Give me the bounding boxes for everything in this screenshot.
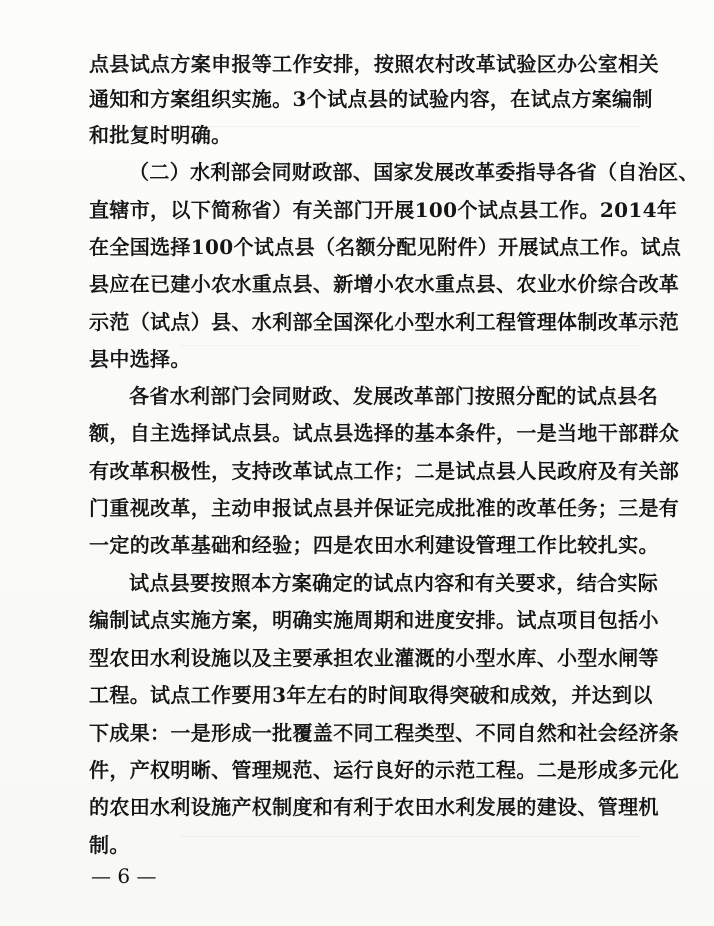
body-text-line: 下成果：一是形成一批覆盖不同工程类型、不同自然和社会经济条 bbox=[89, 721, 680, 745]
body-text-line: 制。 bbox=[89, 833, 130, 857]
body-text-line: 有改革积极性，支持改革试点工作；二是试点县人民政府及有关部 bbox=[89, 459, 680, 483]
body-text-line: 额，自主选择试点县。试点县选择的基本条件，一是当地干部群众 bbox=[89, 421, 680, 445]
page-number: — 6 — bbox=[91, 864, 157, 888]
body-text-line: 和批复时明确。 bbox=[89, 123, 232, 147]
body-text-line: 件，产权明晰、管理规范、运行良好的示范工程。二是形成多元化 bbox=[89, 758, 680, 782]
body-text-line: 县应在已建小农水重点县、新增小农水重点县、农业水价综合改革 bbox=[89, 272, 680, 296]
body-text-line: 的农田水利设施产权制度和有利于农田水利发展的建设、管理机 bbox=[89, 795, 659, 819]
body-text-line: 编制试点实施方案，明确实施周期和进度安排。试点项目包括小 bbox=[89, 608, 659, 632]
body-text-line: 各省水利部门会同财政、发展改革部门按照分配的试点县名 bbox=[129, 384, 659, 408]
body-text-line: 在全国选择100个试点县（名额分配见附件）开展试点工作。试点 bbox=[89, 235, 682, 259]
body-text-line: 试点县要按照本方案确定的试点内容和有关要求，结合实际 bbox=[129, 571, 659, 595]
body-text-line: 工程。试点工作要用3年左右的时间取得突破和成效，并达到以 bbox=[89, 683, 653, 707]
section-heading-line: （二）水利部会同财政部、国家发展改革委指导各省（自治区、 bbox=[129, 160, 699, 184]
body-text-line: 型农田水利设施以及主要承担农业灌溉的小型水库、小型水闸等 bbox=[89, 646, 659, 670]
bleed-through-line bbox=[180, 126, 640, 127]
body-text-line: 门重视改革，主动申报试点县并保证完成批准的改革任务；三是有 bbox=[89, 496, 680, 520]
body-text-line: 通知和方案组织实施。3个试点县的试验内容，在试点方案编制 bbox=[89, 87, 653, 111]
bleed-through-line bbox=[180, 836, 640, 837]
body-text-line: 直辖市，以下简称省）有关部门开展100个试点县工作。2014年 bbox=[89, 198, 678, 222]
body-text-line: 一定的改革基础和经验；四是农田水利建设管理工作比较扎实。 bbox=[89, 533, 659, 557]
body-text-line: 县中选择。 bbox=[89, 347, 191, 371]
body-text-line: 示范（试点）县、水利部全国深化小型水利工程管理体制改革示范 bbox=[89, 310, 680, 334]
bleed-through-line bbox=[180, 345, 640, 346]
body-text-line: 点县试点方案申报等工作安排，按照农村改革试验区办公室相关 bbox=[89, 52, 659, 76]
